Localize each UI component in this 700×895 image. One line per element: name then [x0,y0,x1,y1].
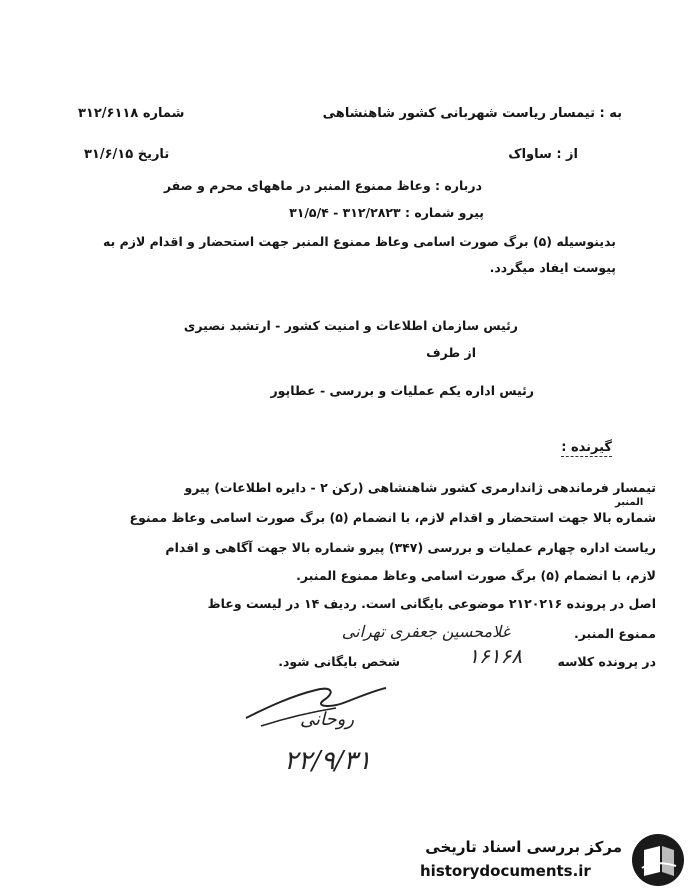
recipient-line-2: شماره بالا جهت استحضار و اقدام لازم، با انضمام (۵) برگ صورت اسامی وعاظ ممنوع [129,510,656,525]
recipient-line-4: لازم، با انضمام (۵) برگ صورت اسامی وعاظ ممنوع المنبر. [296,568,656,583]
sender-line: از : ساواک [508,147,578,162]
footer-org-name: مرکز بررسی اسناد تاریخی [425,838,622,856]
subject-line: درباره : وعاظ ممنوع المنبر در ماههای محرم و صفر [163,178,482,193]
handwritten-initials: روحانی [300,709,355,730]
on-behalf-label: از طرف [426,345,476,360]
letter-date: تاریخ ۳۱/۶/۱۵ [84,147,170,162]
handwritten-date: ۲۲/۹/۳۱ [284,746,372,776]
archive-line-3-suffix: شخص بایگانی شود. [278,654,400,669]
letter-number: شماره ۳۱۲/۶۱۱۸ [78,106,185,121]
margin-note: المنبر [615,497,644,508]
reference-line: پیرو شماره : ۳۱۲/۲۸۲۳ - ۳۱/۵/۴ [289,205,484,220]
archive-line-3-number: ۱۶۱۶۸ [468,644,522,668]
recipient-line-3: ریاست اداره چهارم عملیات و بررسی (۳۴۷) پیرو شماره بالا جهت آگاهی و اقدام [165,540,656,555]
recipient-line-1: تیمسار فرماندهی ژاندارمری کشور شاهنشاهی (رکن ۲ - دایره اطلاعات) پیرو [184,480,656,495]
body-line-1: بدینوسیله (۵) برگ صورت اسامی وعاظ ممنوع المنبر جهت استحضار و اقدام لازم به [102,234,616,249]
archive-line-2-printed: ممنوع المنبر. [573,626,656,641]
archive-line-2-handwritten: غلامحسین جعفری تهرانی [341,622,510,641]
archive-logo-icon [630,832,686,888]
recipients-heading: گیرنده : [561,440,612,455]
body-line-2: پیوست ایفاد میگردد. [489,260,616,275]
archive-line-3-prefix: در پرونده کلاسه [557,654,656,669]
footer-website: historydocuments.ir [420,862,591,880]
archive-line-1: اصل در پرونده ۲۱۲۰۲۱۶ موضوعی بایگانی است. ردیف ۱۴ در لیست وعاظ [207,596,656,611]
recipient-line: به : تیمسار ریاست شهربانی کشور شاهنشاهی [322,106,622,121]
signatory-title: رئیس سازمان اطلاعات و امنیت کشور - ارتشبد نصیری [183,318,518,333]
deputy-signatory: رئیس اداره یکم عملیات و بررسی - عطاپور [270,383,534,398]
